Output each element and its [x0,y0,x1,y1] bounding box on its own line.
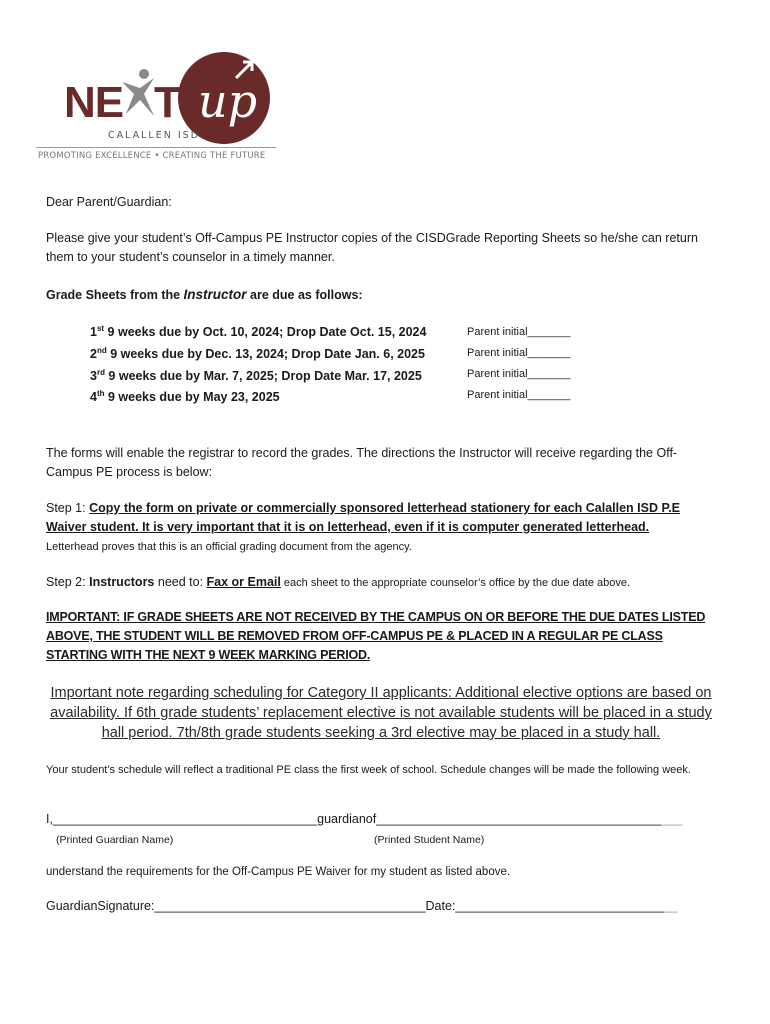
logo-arrow-icon [232,56,258,82]
district-logo [36,52,286,164]
signature-line [46,899,678,913]
due-row-text: 9 weeks due by Oct. 10, 2024; Drop Date Oct. 15, 2024 [104,325,427,340]
step-2-instructors: Instructors [89,575,155,589]
date-field[interactable]: ______________________________ [455,899,664,913]
step-2 [46,573,726,593]
due-heading-prefix: Grade Sheets from the [46,288,184,302]
signature-label: GuardianSignature: [46,899,155,913]
due-row-num: 3 [90,369,97,384]
understand-statement: understand the requirements for the Off-Campus PE Waiver for my student as listed above. [46,866,511,878]
schedule-paragraph: Your student's schedule will reflect a traditional PE class the first week of school. Schedule changes will be made the following week. [46,764,691,776]
student-name-field[interactable]: _________________________________________ [376,812,662,826]
printed-guardian-label: (Printed Guardian Name) [56,834,174,846]
printed-student-label: (Printed Student Name) [374,834,485,846]
forms-paragraph: The forms will enable the registrar to record the grades. The directions the Instructor will receive regarding the Off-Campus PE process is below: [46,446,678,479]
due-heading [46,285,726,305]
due-row-4 [90,389,280,404]
due-row-sup: th [96,389,105,398]
logo-divider [36,147,276,148]
due-row-text: 9 weeks due by May 23, 2025 [104,390,280,405]
step-1-label: Step 1: [46,501,90,515]
due-row-num: 4 [90,390,97,405]
due-row-text: 9 weeks due by Mar. 7, 2025; Drop Date Mar. 17, 2025 [104,369,422,384]
step-1 [46,499,718,557]
step-1-note: Letterhead proves that this is an official grading document from the agency. [46,541,412,553]
parent-initial-2[interactable]: Parent initial_______ [467,347,571,359]
guardian-line [46,812,682,826]
guardian-line-end: ___ [661,812,683,826]
date-label: Date: [425,899,456,913]
step-2-rest: each sheet to the appropriate counselor’s office by the due date above. [280,577,631,589]
important-warning: IMPORTANT: IF GRADE SHEETS ARE NOT RECEIVED BY THE CAMPUS ON OR BEFORE THE DUE DATES LISTED ABOVE, THE STUDENT WILL BE REMOVED FROM OFF-CAMPUS PE & PLACED IN A REGULAR PE CLASS STARTING WITH THE NEXT 9 WEEK MARKING PERIOD. [46,610,706,662]
logo-ne-text: NE [64,78,124,127]
logo-tagline: PROMOTING EXCELLENCE • CREATING THE FUTURE [38,151,266,161]
parent-initial-3[interactable]: Parent initial_______ [467,368,571,380]
due-row-num: 2 [90,347,97,362]
step-1-instruction: Copy the form on private or commercially sponsored letterhead stationery for each Calallen ISD P.E Waiver student. It is very important that it is on letterhead, even if it is computer generated letterhead. [46,501,681,534]
due-row-num: 1 [90,325,97,340]
category-note: Important note regarding scheduling for Category II applicants: Additional elective options are based on availability. If 6th grade students’ replacement elective is not available students will be placed in a study hall period. 7th/8th grade students seeking a 3rd elective may be placed in a study hall. [50,685,712,741]
parent-initial-4[interactable]: Parent initial_______ [467,389,571,401]
guardian-name-field[interactable]: ______________________________________ [52,812,318,826]
intro-paragraph: Please give your student’s Off-Campus PE Instructor copies of the CISDGrade Reporting Sheets so he/she can return them to your student’s counselor in a timely manner. [46,231,698,264]
signature-line-end: __ [663,899,678,913]
guardian-line-prefix: I, [46,812,53,826]
due-row-3 [90,368,422,383]
logo-up-text: up [198,74,258,128]
guardian-line-middle: guardianof [317,812,377,826]
step-2-method: Fax or Email [206,575,281,589]
due-row-sup: rd [96,368,105,377]
due-heading-suffix: are due as follows: [246,288,363,302]
due-heading-emphasis: Instructor [183,287,247,302]
step-2-mid: need to: [154,575,207,589]
signature-field[interactable]: _______________________________________ [154,899,426,913]
logo-district-name: CALALLEN ISD [108,130,201,141]
logo-figure-icon [120,68,158,118]
due-row-1 [90,324,426,339]
due-row-2 [90,346,425,361]
parent-initial-1[interactable]: Parent initial_______ [467,326,571,338]
logo-t-text: T [154,78,181,127]
salutation: Dear Parent/Guardian: [46,195,172,209]
due-row-sup: st [96,324,105,333]
due-row-sup: nd [96,346,107,355]
due-row-text: 9 weeks due by Dec. 13, 2024; Drop Date Jan. 6, 2025 [106,347,425,362]
step-2-label: Step 2: [46,575,90,589]
